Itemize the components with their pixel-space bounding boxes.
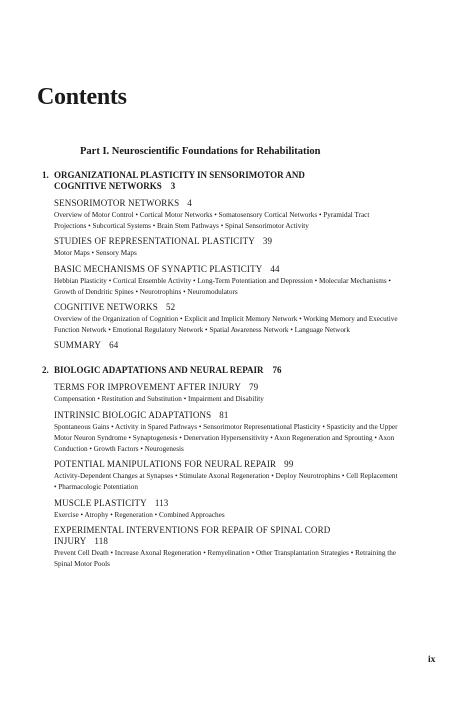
section-topics: Exercise • Atrophy • Regeneration • Combined Approaches [54, 510, 225, 519]
section-heading [54, 198, 399, 209]
part-heading: Part I. Neuroscientific Foundations for Rehabilitation [80, 146, 321, 157]
section-heading [54, 236, 399, 247]
section-heading [54, 459, 399, 470]
page-title: Contents [37, 84, 127, 110]
chapter-page-number: 76 [272, 365, 282, 376]
section-heading [54, 525, 354, 547]
section-title: SENSORIMOTOR NETWORKS [54, 198, 180, 208]
section-heading [54, 302, 399, 313]
chapter-1-title[interactable] [0, 170, 476, 192]
section-page-number: 79 [248, 382, 259, 393]
section-page-number: 118 [94, 535, 109, 546]
chapter-title-line: COGNITIVE NETWORKS [54, 181, 162, 191]
section-title: SUMMARY [54, 340, 102, 351]
section-heading [54, 498, 399, 509]
section-title: STUDIES OF REPRESENTATIONAL PLASTICITY [54, 236, 255, 247]
section-page-number: 64 [109, 340, 119, 351]
section-heading [54, 410, 399, 421]
section-topics: Overview of the Organization of Cognition • Explicit and Implicit Memory Network • Working Memory and Executive Function Network • Emotional Regulatory Network • Spatial Awareness Network • Language Network [54, 315, 398, 335]
section-topics: Compensation • Restitution and Substitution • Impairment and Disability [54, 395, 264, 404]
section-title: BASIC MECHANISMS OF SYNAPTIC PLASTICITY [54, 263, 263, 274]
section-heading [54, 340, 399, 351]
chapter-2 [0, 365, 476, 570]
page-number: ix [428, 655, 436, 665]
section-page-number: 39 [262, 236, 273, 247]
section-topics: Prevent Cell Death • Increase Axonal Regeneration • Remyelination • Other Transplantation Strategies • Retraining the Spinal Motor Pools [54, 548, 397, 569]
section-entry[interactable] [0, 198, 399, 232]
section-page-number: 113 [154, 497, 169, 508]
section-page-number: 81 [219, 409, 229, 420]
section-topics: Hebbian Plasticity • Cortical Ensemble Activity • Long-Term Potentiation and Depression • Molecular Mechanisms • Growth of Dendritic Spines • Neurotrophins • Neuromodulators [54, 276, 391, 296]
section-topics: Motor Maps • Sensory Maps [54, 249, 137, 258]
section-title: MUSCLE PLASTICITY [54, 497, 147, 508]
section-topics: Activity-Dependent Changes at Synapses • Stimulate Axonal Regeneration • Deploy Neurotrophins • Cell Replacement • Pharmacologic Potentiation [54, 472, 398, 492]
chapter-1 [0, 170, 476, 351]
section-entry[interactable] [0, 525, 399, 570]
section-title: TERMS FOR IMPROVEMENT AFTER INJURY [54, 382, 241, 393]
section-entry[interactable] [0, 382, 399, 405]
chapter-title-line: BIOLOGIC ADAPTATIONS AND NEURAL REPAIR [54, 365, 264, 376]
chapter-2-title[interactable] [0, 365, 476, 376]
section-page-number: 99 [284, 459, 294, 470]
section-entry[interactable] [0, 236, 399, 259]
section-title: EXPERIMENTAL INTERVENTIONS FOR REPAIR OF SPINAL CORD INJURY [54, 524, 331, 546]
section-heading [54, 264, 399, 275]
section-title: INTRINSIC BIOLOGIC ADAPTATIONS [54, 409, 212, 420]
chapter-page-number: 3 [170, 181, 176, 191]
chapter-number: 1. [42, 170, 49, 180]
chapter-number: 2. [42, 365, 49, 376]
chapter-list [0, 170, 476, 570]
section-topics: Overview of Motor Control • Cortical Motor Networks • Somatosensory Cortical Networks • Pyramidal Tract Projections • Subcortical Systems • Brain Stem Pathways • Spinal Sensorimotor Activity [54, 211, 370, 231]
section-page-number: 4 [187, 198, 192, 208]
section-title: POTENTIAL MANIPULATIONS FOR NEURAL REPAIR [54, 459, 277, 470]
section-entry[interactable] [0, 459, 399, 493]
section-entry[interactable] [0, 264, 399, 298]
section-entry[interactable] [0, 340, 399, 351]
section-title: COGNITIVE NETWORKS [54, 302, 158, 313]
section-entry[interactable] [0, 498, 399, 521]
section-page-number: 52 [165, 302, 176, 313]
section-entry[interactable] [0, 410, 399, 456]
section-entry[interactable] [0, 302, 399, 336]
chapter-title-line: ORGANIZATIONAL PLASTICITY IN SENSORIMOTOR AND [54, 170, 305, 180]
section-page-number: 44 [270, 263, 280, 274]
section-heading [54, 382, 399, 393]
section-topics: Spontaneous Gains • Activity in Spared Pathways • Sensorimotor Representational Plasticity • Spasticity and the Upper Motor Neuron Syndrome • Synaptogenesis • Denervation Hypersensitivity • Axon Regeneration and Sprouting • Axon Conduction • Growth Factors • Neurogenesis [54, 422, 398, 454]
